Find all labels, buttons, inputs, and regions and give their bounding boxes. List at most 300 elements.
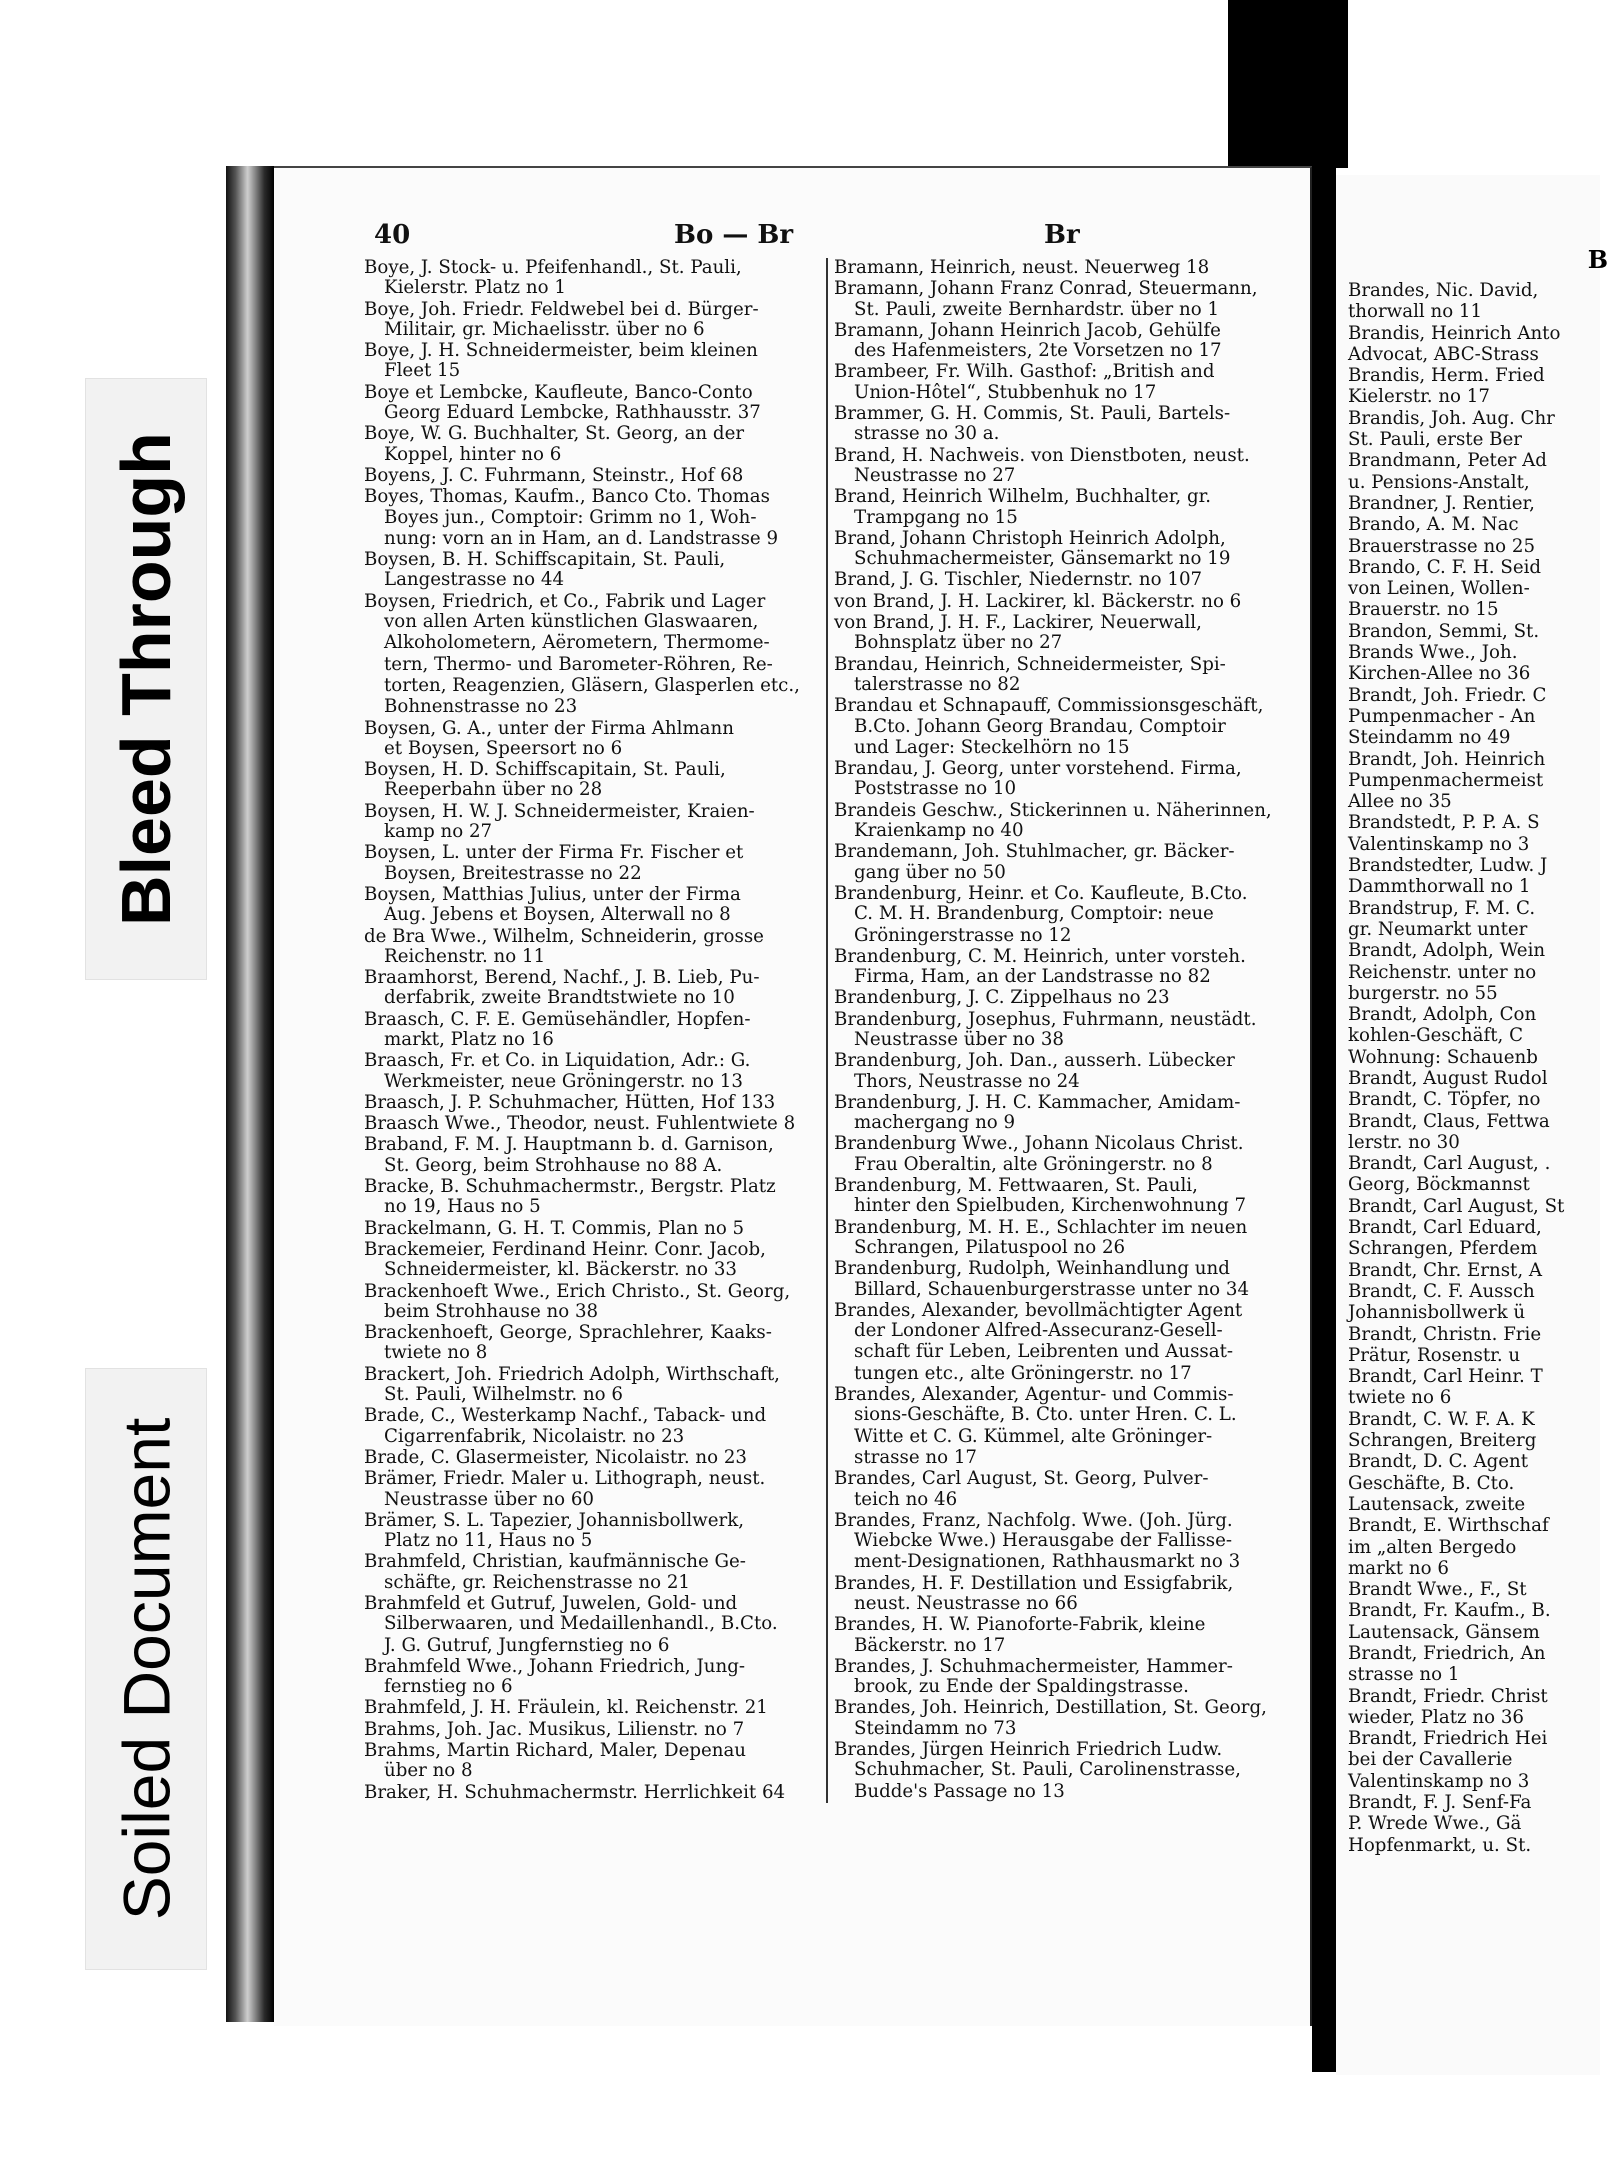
entry-continuation: Boyes jun., Comptoir: Grimm no 1, Woh- <box>384 506 757 528</box>
directory-entry-partial: Lautensack, zweite <box>1348 1493 1526 1515</box>
entry-line: de Bra Wwe., Wilhelm, Schneiderin, grosse <box>364 925 764 947</box>
directory-entry <box>834 884 1304 925</box>
directory-entry-partial: Brandstedt, P. P. A. S <box>1348 812 1540 834</box>
entry-line: Brade, C. Glasermeister, Nicolaistr. no 23 <box>364 1446 747 1468</box>
entry-continuation: Neustrasse über no 60 <box>384 1488 594 1510</box>
entry-line: Braamhorst, Berend, Nachf., J. B. Lieb, Pu- <box>364 967 760 989</box>
directory-entry <box>834 1782 1304 1802</box>
directory-entry <box>364 1783 904 1803</box>
directory-entry-partial: Brandt, Adolph, Wein <box>1348 940 1546 962</box>
directory-entry <box>834 947 1304 988</box>
directory-entry-partial: Brandt, Carl Heinr. T <box>1348 1366 1543 1388</box>
directory-entry-partial: Dammthorwall no 1 <box>1348 876 1531 898</box>
entry-continuation: schäfte, gr. Reichenstrasse no 21 <box>384 1571 690 1593</box>
directory-entry-partial: Brandis, Herm. Fried <box>1348 365 1545 387</box>
entry-continuation: Billard, Schauenburgerstrasse unter no 34 <box>854 1278 1250 1300</box>
directory-entry <box>834 404 1304 445</box>
directory-entry-partial: Brandt, Claus, Fettwa <box>1348 1110 1550 1132</box>
entry-continuation: torten, Reagenzien, Gläsern, Glasperlen etc., <box>384 674 800 696</box>
entry-continuation: derfabrik, zweite Brandtstwiete no 10 <box>384 987 735 1009</box>
entry-continuation: St. Georg, beim Strohhause no 88 A. <box>384 1154 723 1176</box>
directory-entry <box>834 1134 1304 1175</box>
entry-continuation: strasse no 30 a. <box>854 423 1000 445</box>
directory-entry <box>364 383 904 424</box>
directory-entry-partial: Brandner, J. Rentier, <box>1348 492 1535 514</box>
entry-continuation: J. G. Gutruf, Jungfernstieg no 6 <box>384 1634 670 1656</box>
entry-line: Boye, Joh. Friedr. Feldwebel bei d. Bürger- <box>364 298 759 320</box>
entry-line: Brandes, H. W. Pianoforte-Fabrik, kleine <box>834 1614 1206 1636</box>
directory-entry <box>834 487 1304 528</box>
entry-line: Braband, F. M. J. Hauptmann b. d. Garnison, <box>364 1134 774 1156</box>
directory-entry-partial: Brandt, Fr. Kaufm., B. <box>1348 1600 1551 1622</box>
entry-line: Boye, W. G. Buchhalter, St. Georg, an der <box>364 423 745 445</box>
directory-entry <box>364 1010 904 1051</box>
entry-line: Brandes, Alexander, bevollmächtigter Agent <box>834 1299 1243 1321</box>
entry-line: Brand, H. Nachweis. von Dienstboten, neust. <box>834 444 1250 466</box>
entry-continuation: Schrangen, Pilatuspool no 26 <box>854 1236 1126 1258</box>
directory-entry-partial: Brandt, C. W. F. A. K <box>1348 1408 1535 1430</box>
soiled-document-text: Soiled Document <box>109 1417 184 1921</box>
directory-entry <box>834 258 1304 278</box>
entry-continuation: machergang no 9 <box>854 1112 1016 1134</box>
entry-line: Brand, Johann Christoph Heinrich Adolph, <box>834 527 1226 549</box>
entry-continuation: Silberwaaren, und Medaillenhandl., B.Cto. <box>384 1613 778 1635</box>
entry-line: Braasch, Fr. et Co. in Liquidation, Adr.: G. <box>364 1050 751 1072</box>
directory-entry <box>364 968 904 1009</box>
directory-entry-partial: Brandt, E. Wirthschaf <box>1348 1515 1549 1537</box>
directory-entry <box>364 1135 904 1176</box>
entry-continuation: Frau Oberaltin, alte Gröningerstr. no 8 <box>854 1153 1213 1175</box>
directory-entry-partial: Brandt, Friedrich, An <box>1348 1643 1546 1664</box>
page-number: 40 <box>374 220 411 250</box>
directory-entry <box>834 529 1304 570</box>
next-page-header: B <box>1587 245 1608 274</box>
directory-entry-partial: St. Pauli, erste Ber <box>1348 429 1522 451</box>
entry-line: Brandemann, Joh. Stuhlmacher, gr. Bäcker- <box>834 841 1235 863</box>
directory-entry <box>364 1552 904 1593</box>
directory-entry-partial: Allee no 35 <box>1348 791 1452 813</box>
entry-line: Brahmfeld Wwe., Johann Friedrich, Jung- <box>364 1655 745 1677</box>
directory-entry <box>364 676 904 696</box>
directory-entry <box>364 927 904 968</box>
directory-entry <box>834 592 1304 612</box>
directory-entry <box>364 1741 904 1782</box>
entry-continuation: no 19, Haus no 5 <box>384 1196 541 1218</box>
directory-entry <box>834 1093 1304 1134</box>
entry-continuation: des Hafenmeisters, 2te Vorsetzen no 17 <box>854 340 1222 362</box>
directory-entry <box>834 1469 1304 1510</box>
entry-continuation: Werkmeister, neue Gröningerstr. no 13 <box>384 1070 743 1092</box>
entry-continuation: B.Cto. Johann Georg Brandau, Comptoir <box>854 715 1226 737</box>
directory-entry <box>834 1615 1304 1656</box>
directory-entry-partial: Pumpenmachermeist <box>1348 769 1544 791</box>
directory-entry <box>834 1511 1304 1552</box>
entry-line: Brandenburg, Heinr. et Co. Kaufleute, B.Cto. <box>834 882 1248 904</box>
directory-entry-partial: Brandt, Carl Eduard, <box>1348 1217 1542 1239</box>
entry-continuation: Bäckerstr. no 17 <box>854 1634 1006 1656</box>
directory-entry <box>364 697 904 717</box>
entry-continuation: Militair, gr. Michaelisstr. über no 6 <box>384 318 705 340</box>
entry-continuation: Firma, Ham, an der Landstrasse no 82 <box>854 966 1211 988</box>
entry-line: Boyens, J. C. Fuhrmann, Steinstr., Hof 68 <box>364 464 744 486</box>
directory-entry <box>834 1051 1304 1092</box>
directory-entry-partial: Brando, C. F. H. Seid <box>1348 556 1542 578</box>
entry-continuation: Trampgang no 15 <box>854 506 1018 528</box>
entry-line: Brandenburg, J. H. C. Kammacher, Amidam- <box>834 1091 1241 1113</box>
entry-continuation: twiete no 8 <box>384 1342 488 1364</box>
directory-entry <box>834 1301 1304 1342</box>
directory-entry <box>834 321 1304 362</box>
directory-entry <box>364 300 904 341</box>
directory-entry <box>834 801 1304 842</box>
directory-entry <box>364 1406 904 1447</box>
directory-entry-partial: thorwall no 11 <box>1348 301 1483 323</box>
entry-continuation: Neustrasse über no 38 <box>854 1028 1064 1050</box>
directory-entry <box>834 613 1304 654</box>
running-header-left: Bo — Br <box>674 220 794 250</box>
directory-entry-partial: Geschäfte, B. Cto. <box>1348 1472 1515 1494</box>
entry-line: Boysen, H. D. Schiffscapitain, St. Pauli, <box>364 759 726 781</box>
directory-entry-partial: bei der Cavallerie <box>1348 1749 1513 1771</box>
entry-continuation: strasse no 17 <box>854 1446 977 1468</box>
directory-entry <box>834 759 1304 800</box>
directory-entry <box>364 341 904 382</box>
entry-line: Brahms, Joh. Jac. Musikus, Lilienstr. no 7 <box>364 1718 745 1740</box>
directory-entry-partial: Valentinskamp no 3 <box>1348 1770 1530 1792</box>
entry-line: Brandau, J. Georg, unter vorstehend. Firma, <box>834 758 1242 780</box>
directory-entry <box>834 1427 1304 1447</box>
entry-line: Brambeer, Fr. Wilh. Gasthof: „British and <box>834 361 1215 383</box>
entry-continuation: sions-Geschäfte, B. Cto. unter Hren. C. L. <box>854 1404 1237 1426</box>
entry-continuation: Neustrasse no 27 <box>854 464 1016 486</box>
entry-continuation: Fleet 15 <box>384 360 461 382</box>
directory-entry-partial: Brandt, Friedrich Hei <box>1348 1728 1548 1750</box>
directory-entry-partial: kohlen-Geschäft, C <box>1348 1025 1524 1047</box>
next-page-fragment <box>1336 175 1608 2075</box>
entry-continuation: Reichenstr. no 11 <box>384 945 546 967</box>
entry-continuation: Gröningerstrasse no 12 <box>854 924 1072 946</box>
entry-line: Brand, J. G. Tischler, Niedernstr. no 107 <box>834 569 1203 591</box>
entry-continuation: nung: vorn an in Ham, an d. Landstrasse 9 <box>384 527 779 549</box>
directory-entry-partial: Brando, A. M. Nac <box>1348 514 1519 536</box>
directory-entry <box>834 1342 1304 1362</box>
entry-line: Brackemeier, Ferdinand Heinr. Conr. Jacob, <box>364 1238 766 1260</box>
directory-entry-partial: Brandt, Carl August, St <box>1348 1195 1565 1217</box>
entry-line: Brandau, Heinrich, Schneidermeister, Spi- <box>834 653 1226 675</box>
entry-line: Boysen, G. A., unter der Firma Ahlmann <box>364 717 734 739</box>
entry-line: Brammer, G. H. Commis, St. Pauli, Bartels- <box>834 403 1231 425</box>
entry-line: Braasch, J. P. Schuhmacher, Hütten, Hof 133 <box>364 1091 776 1113</box>
directory-entry <box>364 466 904 486</box>
entry-line: Bracke, B. Schuhmachermstr., Bergstr. Platz <box>364 1176 776 1198</box>
entry-continuation: gang über no 50 <box>854 861 1006 883</box>
directory-entry <box>364 1219 904 1239</box>
directory-entry-partial: Valentinskamp no 3 <box>1348 833 1530 855</box>
entry-continuation: von allen Arten künstlichen Glaswaaren, <box>384 611 759 633</box>
entry-continuation: Steindamm no 73 <box>854 1717 1017 1739</box>
directory-entry-partial: im „alten Bergedo <box>1348 1536 1517 1558</box>
directory-entry <box>364 1051 904 1092</box>
directory-entry-partial: u. Pensions-Anstalt, <box>1348 471 1530 493</box>
entry-line: Braasch, C. F. E. Gemüsehändler, Hopfen- <box>364 1008 751 1030</box>
entry-continuation: tungen etc., alte Gröningerstr. no 17 <box>854 1362 1192 1384</box>
directory-entry-partial: Brandstrup, F. M. C. <box>1348 897 1536 919</box>
directory-entry-partial: Brandt, Carl August, . <box>1348 1153 1551 1175</box>
directory-entry <box>834 842 1304 883</box>
entry-continuation: St. Pauli, zweite Bernhardstr. über no 1 <box>854 298 1220 320</box>
directory-entry-partial: Advocat, ABC-Strass <box>1348 343 1539 365</box>
directory-entry <box>364 529 904 549</box>
directory-entry-partial: Brandt, C. F. Aussch <box>1348 1280 1535 1302</box>
directory-entry <box>834 1698 1304 1739</box>
entry-continuation: Georg Eduard Lembcke, Rathhausstr. 37 <box>384 402 761 424</box>
entry-continuation: C. M. H. Brandenburg, Comptoir: neue <box>854 903 1214 925</box>
directory-entry-partial: Brauerstr. no 15 <box>1348 599 1499 621</box>
entry-line: Boyes, Thomas, Kaufm., Banco Cto. Thomas <box>364 486 770 508</box>
directory-entry <box>364 1177 904 1218</box>
entry-continuation: Witte et C. G. Kümmel, alte Gröninger- <box>854 1425 1213 1447</box>
directory-entry <box>834 1218 1304 1259</box>
entry-line: Brahmfeld et Gutruf, Juwelen, Gold- und <box>364 1593 738 1614</box>
entry-continuation: Bohnsplatz über no 27 <box>854 632 1063 654</box>
directory-entry <box>834 1385 1304 1426</box>
entry-continuation: Schuhmachermeister, Gänsemarkt no 19 <box>854 548 1231 570</box>
directory-entry <box>364 633 904 653</box>
entry-line: Brandeis Geschw., Stickerinnen u. Näherinnen, <box>834 799 1272 821</box>
entry-continuation: brook, zu Ende der Spaldingstrasse. <box>854 1676 1189 1698</box>
directory-entry-partial: Prätur, Rosenstr. u <box>1348 1344 1521 1366</box>
entry-line: Brand, Heinrich Wilhelm, Buchhalter, gr. <box>834 486 1212 508</box>
directory-entry <box>364 719 904 760</box>
entry-line: Brandenburg, J. C. Zippelhaus no 23 <box>834 987 1170 1009</box>
directory-entry <box>364 1657 904 1698</box>
directory-entry-partial: Kirchen-Allee no 36 <box>1348 663 1531 685</box>
directory-entry-partial: Brands Wwe., Joh. <box>1348 642 1518 664</box>
entry-line: Brackenhoeft, George, Sprachlehrer, Kaaks- <box>364 1322 772 1344</box>
entry-line: Boye et Lembcke, Kaufleute, Banco-Conto <box>364 381 753 403</box>
directory-entry-partial: Kielerstr. no 17 <box>1348 386 1490 408</box>
directory-entry-partial: markt no 6 <box>1348 1557 1449 1579</box>
directory-entry-partial: Reichenstr. unter no <box>1348 961 1537 983</box>
entry-continuation: talerstrasse no 82 <box>854 673 1021 695</box>
directory-entry <box>364 424 904 465</box>
entry-line: Brandenburg, Rudolph, Weinhandlung und <box>834 1258 1230 1280</box>
directory-entry-partial: Brandt, Friedr. Christ <box>1348 1685 1548 1707</box>
directory-entry <box>364 1093 904 1113</box>
entry-line: Brandenburg, M. Fettwaaren, St. Pauli, <box>834 1175 1198 1197</box>
directory-entry <box>834 988 1304 1008</box>
entry-continuation: kamp no 27 <box>384 821 493 843</box>
directory-entry-partial: Brandes, Nic. David, <box>1348 280 1539 301</box>
directory-entry-partial: Brandt, August Rudol <box>1348 1067 1548 1089</box>
entry-line: Brackert, Joh. Friedrich Adolph, Wirthschaft, <box>364 1363 780 1385</box>
page-gutter <box>1312 120 1336 2072</box>
directory-entry <box>364 550 904 591</box>
entry-line: Brandes, Jürgen Heinrich Friedrich Ludw. <box>834 1739 1223 1761</box>
directory-entry <box>364 1594 904 1635</box>
directory-entry <box>834 446 1304 487</box>
entry-continuation: Alkoholometern, Aërometern, Thermome- <box>384 632 770 654</box>
directory-entry <box>834 1448 1304 1468</box>
entry-line: Boysen, H. W. J. Schneidermeister, Kraien- <box>364 800 755 822</box>
entry-line: Brandau et Schnapauff, Commissionsgeschäft, <box>834 695 1264 717</box>
entry-continuation: Schuhmacher, St. Pauli, Carolinenstrasse, <box>854 1759 1241 1781</box>
directory-entry <box>364 592 904 633</box>
entry-line: Brandes, H. F. Destillation und Essigfabrik, <box>834 1572 1234 1594</box>
directory-entry-partial: von Leinen, Wollen- <box>1348 578 1530 600</box>
directory-entry-partial: wieder, Platz no 36 <box>1348 1706 1524 1728</box>
directory-entry <box>364 1636 904 1656</box>
directory-entry-partial: Brandt, Chr. Ernst, A <box>1348 1259 1543 1281</box>
directory-entry-partial: strasse no 1 <box>1348 1664 1460 1686</box>
directory-entry <box>364 760 904 801</box>
directory-entry <box>364 802 904 843</box>
directory-entry <box>364 1365 904 1406</box>
entry-continuation: teich no 46 <box>854 1488 958 1510</box>
directory-entry <box>834 1010 1304 1051</box>
entry-line: Brandenburg, Joh. Dan., ausserh. Lübecker <box>834 1050 1235 1072</box>
entry-continuation: St. Pauli, Wilhelmstr. no 6 <box>384 1384 623 1406</box>
entry-line: Boysen, L. unter der Firma Fr. Fischer et <box>364 842 744 864</box>
entry-continuation: Kielerstr. Platz no 1 <box>384 277 566 299</box>
directory-entry-partial: Brandstedter, Ludw. J <box>1348 855 1548 877</box>
directory-entry <box>364 1469 904 1510</box>
directory-entry <box>364 1511 904 1552</box>
entry-continuation: schaft für Leben, Leibrenten und Aussat- <box>854 1341 1234 1363</box>
directory-entry-partial: P. Wrede Wwe., Gä <box>1348 1813 1522 1835</box>
directory-entry-partial: Brandt, Joh. Friedr. C <box>1348 684 1547 706</box>
directory-entry <box>364 1282 904 1323</box>
entry-continuation: Platz no 11, Haus no 5 <box>384 1530 593 1552</box>
entry-continuation: Langestrasse no 44 <box>384 569 565 591</box>
entry-continuation: über no 8 <box>384 1760 473 1782</box>
directory-entry <box>364 885 904 926</box>
entry-line: Boye, J. Stock- u. Pfeifenhandl., St. Pauli, <box>364 257 742 278</box>
directory-entry <box>364 258 904 299</box>
directory-entry <box>364 843 904 884</box>
entry-line: Brandes, J. Schuhmachermeister, Hammer- <box>834 1655 1233 1677</box>
entry-continuation: Budde's Passage no 13 <box>854 1780 1065 1802</box>
entry-line: Bramann, Johann Franz Conrad, Steuermann, <box>834 278 1258 300</box>
directory-entry-partial: Brandis, Heinrich Anto <box>1348 322 1561 344</box>
directory-entry-partial: gr. Neumarkt unter <box>1348 918 1528 940</box>
entry-line: Brandes, Carl August, St. Georg, Pulver- <box>834 1468 1209 1490</box>
directory-entry-partial: Steindamm no 49 <box>1348 727 1511 749</box>
directory-entry-partial: Schrangen, Breiterg <box>1348 1430 1537 1452</box>
entry-continuation: fernstieg no 6 <box>384 1676 513 1698</box>
directory-entry <box>834 926 1304 946</box>
directory-entry <box>834 1259 1304 1300</box>
directory-entry <box>834 1364 1304 1384</box>
directory-entry-partial: Brandon, Semmi, St. <box>1348 620 1540 642</box>
entry-line: Boysen, Friedrich, et Co., Fabrik und Lager <box>364 590 766 612</box>
entry-continuation: markt, Platz no 16 <box>384 1028 554 1050</box>
entry-line: Brandes, Franz, Nachfolg. Wwe. (Joh. Jürg. <box>834 1509 1233 1531</box>
entry-line: Braasch Wwe., Theodor, neust. Fuhlentwiete 8 <box>364 1113 796 1135</box>
entry-line: Boye, J. H. Schneidermeister, beim kleinen <box>364 340 758 362</box>
entry-line: Brandes, Joh. Heinrich, Destillation, St. Georg, <box>834 1697 1267 1719</box>
entry-line: Brandenburg Wwe., Johann Nicolaus Christ. <box>834 1133 1244 1155</box>
directory-entry <box>364 1698 904 1718</box>
directory-entry <box>364 655 904 675</box>
directory-entry-partial: Brandmann, Peter Ad <box>1348 450 1547 472</box>
entry-continuation: Wiebcke Wwe.) Herausgabe der Fallisse- <box>854 1530 1233 1552</box>
directory-entry <box>834 570 1304 590</box>
entry-continuation: neust. Neustrasse no 66 <box>854 1593 1078 1614</box>
directory-entry <box>834 696 1304 737</box>
entry-line: Boysen, B. H. Schiffscapitain, St. Pauli, <box>364 549 726 571</box>
directory-entry <box>834 1176 1304 1217</box>
directory-entry <box>364 487 904 528</box>
entry-line: Brämer, Friedr. Maler u. Lithograph, neust. <box>364 1468 766 1490</box>
scanned-page <box>274 166 1313 2026</box>
entry-continuation: ment-Designationen, Rathhausmarkt no 3 <box>854 1551 1241 1573</box>
entry-continuation: und Lager: Steckelhörn no 15 <box>854 736 1130 758</box>
entry-continuation: et Boysen, Speersort no 6 <box>384 737 623 759</box>
entry-line: Brahmfeld, J. H. Fräulein, kl. Reichenstr. 21 <box>364 1697 768 1719</box>
directory-entry <box>834 279 1304 320</box>
entry-continuation: hinter den Spielbuden, Kirchenwohnung 7 <box>854 1195 1247 1217</box>
entry-continuation: Schneidermeister, kl. Bäckerstr. no 33 <box>384 1259 738 1281</box>
directory-entry-partial: burgerstr. no 55 <box>1348 982 1498 1004</box>
entry-line: Brade, C., Westerkamp Nachf., Taback- und <box>364 1405 767 1427</box>
directory-entry-partial: Brandt, F. J. Senf-Fa <box>1348 1792 1532 1814</box>
directory-entry-partial: Brandt, C. Töpfer, no <box>1348 1089 1541 1111</box>
entry-continuation: tern, Thermo- und Barometer-Röhren, Re- <box>384 653 773 675</box>
directory-entry <box>364 1240 904 1281</box>
directory-column-left <box>364 258 904 1804</box>
entry-line: Brahmfeld, Christian, kaufmännische Ge- <box>364 1551 746 1573</box>
directory-entry-partial: Brandt, Joh. Heinrich <box>1348 748 1546 770</box>
entry-line: Braker, H. Schuhmachermstr. Herrlichkeit 64 <box>364 1781 786 1803</box>
directory-entry-partial: Brandt Wwe., F., St <box>1348 1579 1527 1601</box>
entry-line: Brackenhoeft Wwe., Erich Christo., St. Georg, <box>364 1280 791 1302</box>
bleed-through-text: Bleed Through <box>107 432 185 926</box>
directory-entry-partial: lerstr. no 30 <box>1348 1131 1460 1153</box>
entry-line: Bramann, Johann Heinrich Jacob, Gehülfe <box>834 319 1221 341</box>
directory-column-right <box>1348 281 1600 1857</box>
directory-entry-partial: Hopfenmarkt, u. St. <box>1348 1834 1532 1856</box>
entry-line: Boysen, Matthias Julius, unter der Firma <box>364 883 741 905</box>
directory-entry <box>834 1574 1304 1615</box>
entry-line: Brämer, S. L. Tapezier, Johannisbollwerk, <box>364 1509 744 1531</box>
directory-entry-partial: Wohnung: Schauenb <box>1348 1046 1538 1068</box>
directory-entry <box>364 1448 904 1468</box>
entry-line: Brandenburg, Josephus, Fuhrmann, neustädt. <box>834 1008 1257 1030</box>
book-binding-edge <box>226 166 274 2022</box>
directory-entry <box>364 1323 904 1364</box>
directory-entry <box>834 655 1304 696</box>
entry-continuation: Union-Hôtel“, Stubbenhuk no 17 <box>854 381 1157 403</box>
directory-entry-partial: Brandis, Joh. Aug. Chr <box>1348 407 1555 429</box>
directory-entry <box>834 362 1304 403</box>
entry-line: Brandenburg, C. M. Heinrich, unter vorsteh. <box>834 945 1246 967</box>
bleed-through-label <box>85 378 207 980</box>
entry-continuation: Cigarrenfabrik, Nicolaistr. no 23 <box>384 1425 685 1447</box>
entry-continuation: Bohnenstrasse no 23 <box>384 696 578 718</box>
directory-entry <box>834 738 1304 758</box>
entry-line: von Brand, J. H. F., Lackirer, Neuerwall, <box>834 612 1202 634</box>
entry-continuation: Aug. Jebens et Boysen, Alterwall no 8 <box>384 904 731 926</box>
directory-entry-partial: Lautensack, Gänsem <box>1348 1621 1540 1643</box>
directory-entry <box>834 1740 1304 1781</box>
entry-continuation: der Londoner Alfred-Assecuranz-Gesell- <box>854 1320 1223 1342</box>
entry-continuation: Koppel, hinter no 6 <box>384 443 562 465</box>
directory-column-middle <box>826 258 1304 1803</box>
entry-continuation: Boysen, Breitestrasse no 22 <box>384 862 642 884</box>
directory-entry-partial: twiete no 6 <box>1348 1387 1452 1409</box>
directory-entry <box>834 1657 1304 1698</box>
